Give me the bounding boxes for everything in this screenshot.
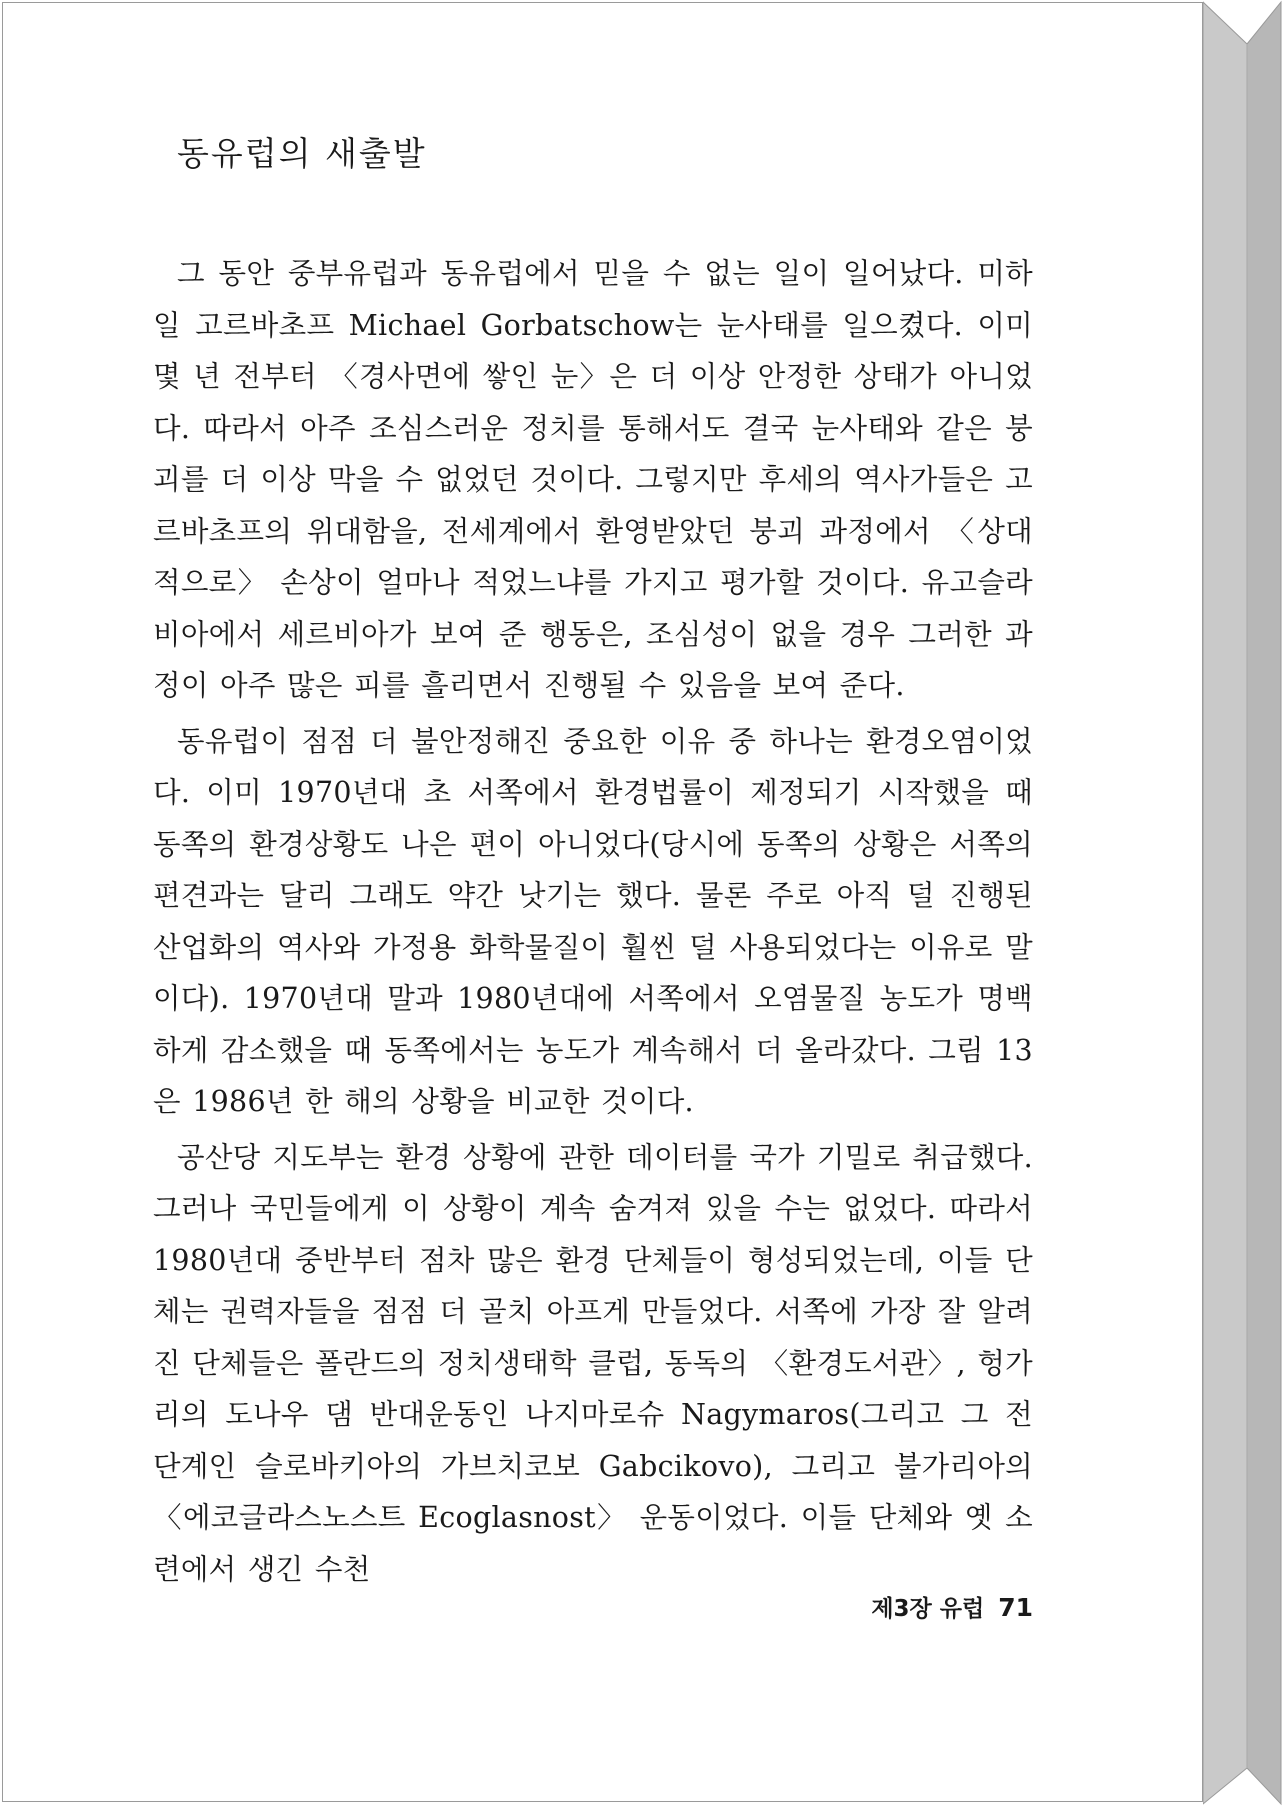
page-content [153,130,1033,1599]
body-text [153,248,1033,1595]
paragraph: 공산당 지도부는 환경 상황에 관한 데이터를 국가 기밀로 취급했다. 그러나 국민들에게 이 상황이 계속 숨겨져 있을 수는 없었다. 따라서 1980년대 중반부터 점차 많은 환경 단체들이 형성되었는데, 이들 단체는 권력자들을 점점 더 골치 아프게 만들었다. 서쪽에 가장 잘 알려진 단체들은 폴란드의 정치생태학 클럽, 동독의 〈환경도서관〉, 헝가리의 도나우 댐 반대운동인 나지마로슈 Nagymaros(그리고 그 전 단계인 슬로바키아의 가브치코보 Gabcikovo), 그리고 불가리아의 〈에코글라스노스트 Ecoglasnost〉 운동이었다. 이들 단체와 옛 소련에서 생긴 수천 [153,1140,1033,1586]
page-footer [153,1590,1033,1623]
paragraph: 그 동안 중부유럽과 동유럽에서 믿을 수 없는 일이 일어났다. 미하일 고르바초프 Michael Gorbatschow는 눈사태를 일으켰다. 이미 몇 년 전부터 〈경사면에 쌓인 눈〉은 더 이상 안정한 상태가 아니었다. 따라서 아주 조심스러운 정치를 통해서도 결국 눈사태와 같은 붕괴를 더 이상 막을 수 없었던 것이다. 그렇지만 후세의 역사가들은 고르바초프의 위대함을, 전세계에서 환영받았던 붕괴 과정에서 〈상대적으로〉 손상이 얼마나 적었느냐를 가지고 평가할 것이다. 유고슬라비아에서 세르비아가 보여 준 행동은, 조심성이 없을 경우 그러한 과정이 아주 많은 피를 흘리면서 진행될 수 있음을 보여 준다. [153,257,1033,702]
paragraph: 동유럽이 점점 더 불안정해진 중요한 이유 중 하나는 환경오염이었다. 이미 1970년대 초 서쪽에서 환경법률이 제정되기 시작했을 때 동쪽의 환경상황도 나은 편이 아니었다(당시에 동쪽의 상황은 서쪽의 편견과는 달리 그래도 약간 낫기는 했다. 물론 주로 아직 덜 진행된 산업화의 역사와 가정용 화학물질이 훨씬 덜 사용되었다는 이유로 말이다). 1970년대 말과 1980년대에 서쪽에서 오염물질 농도가 명백하게 감소했을 때 동쪽에서는 농도가 계속해서 더 올라갔다. 그림 13은 1986년 한 해의 상황을 비교한 것이다. [153,724,1033,1118]
page-number: 71 [998,1593,1033,1622]
chapter-label: 제3장 유럽 [871,1596,985,1622]
section-heading: 동유럽의 새출발 [177,134,427,173]
page-stack-edge [1203,0,1283,1806]
